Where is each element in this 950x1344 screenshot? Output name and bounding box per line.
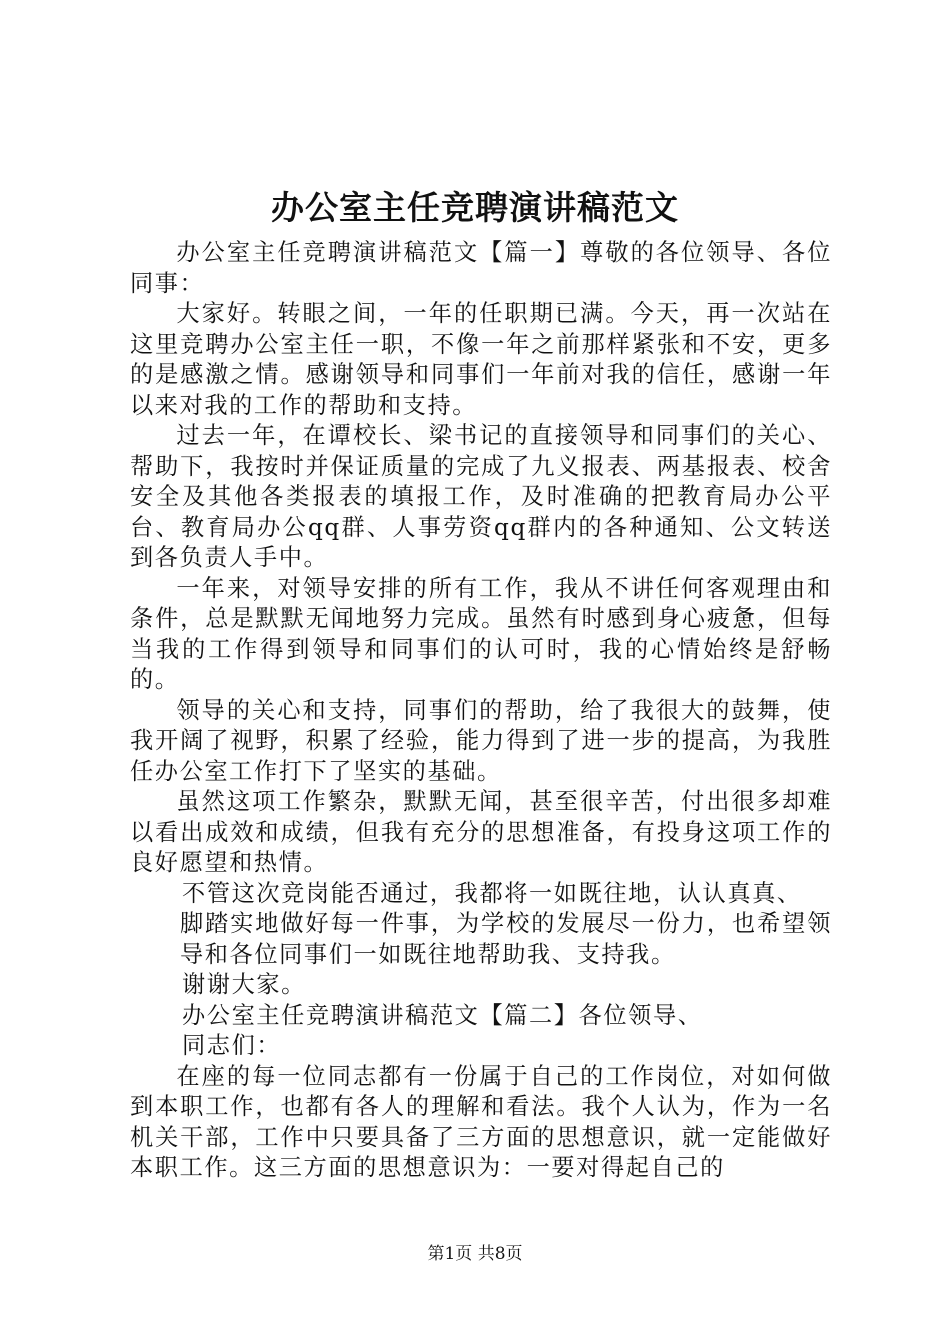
paragraph: 办公室主任竞聘演讲稿范文【篇二】各位领导、 <box>182 1001 703 1029</box>
paragraph: 谢谢大家。 <box>182 971 306 998</box>
paragraph <box>130 909 832 970</box>
document-body <box>130 238 832 1184</box>
paragraph: 领导的关心和支持，同事们的帮助，给了我很大的鼓舞，使我开阔了视野，积累了经验，能力得到了进一步的提高，为我胜任办公室工作打下了坚实的基础。 <box>130 696 832 785</box>
paragraph: 一年来，对领导安排的所有工作，我从不讲任何客观理由和条件，总是默默无闻地努力完成。虽然有时感到身心疲惫，但每当我的工作得到领导和同事们的认可时，我的心情始终是舒畅的。 <box>130 574 832 693</box>
paragraph: 过去一年，在谭校长、梁书记的直接领导和同事们的关心、帮助下，我按时并保证质量的完成了九义报表、两基报表、校舍安全及其他各类报表的填报工作，及时准确的把教育局办公平台、教育局办公qq群、人事劳资qq群内的各种通知、公文转送到各负责人手中。 <box>130 422 832 571</box>
paragraph: 虽然这项工作繁杂，默默无闻，甚至很辛苦，付出很多却难以看出成效和成绩，但我有充分的思想准备，有投身这项工作的良好愿望和热情。 <box>130 788 832 876</box>
paragraph: 办公室主任竞聘演讲稿范文【篇一】尊敬的各位领导、各位同事： <box>130 239 832 297</box>
paragraph: 大家好。转眼之间，一年的任职期已满。今天，再一次站在这里竞聘办公室主任一职，不像一年之前那样紧张和不安，更多的是感激之情。感谢领导和同事们一年前对我的信任，感谢一年以来对我的工作的帮助和支持。 <box>130 300 832 419</box>
document-title: 办公室主任竞聘演讲稿范文 <box>271 188 679 227</box>
paragraph: 在座的每一位同志都有一份属于自己的工作岗位，对如何做到本职工作，也都有各人的理解和看法。我个人认为，作为一名机关干部，工作中只要具备了三方面的思想意识，就一定能做好本职工作。这三方面的思想意识为：一要对得起自己的 <box>130 1062 832 1181</box>
page-footer: 第1页 共8页 <box>427 1244 523 1264</box>
paragraph-text: 脚踏实地做好每一件事，为学校的发展尽一份力，也希望领导和各位同事们一如既往地帮助我、支持我。 <box>180 910 832 968</box>
paragraph: 不管这次竞岗能否通过，我都将一如既往地，认认真真、 <box>182 879 802 907</box>
paragraph: 同志们： <box>182 1032 282 1059</box>
